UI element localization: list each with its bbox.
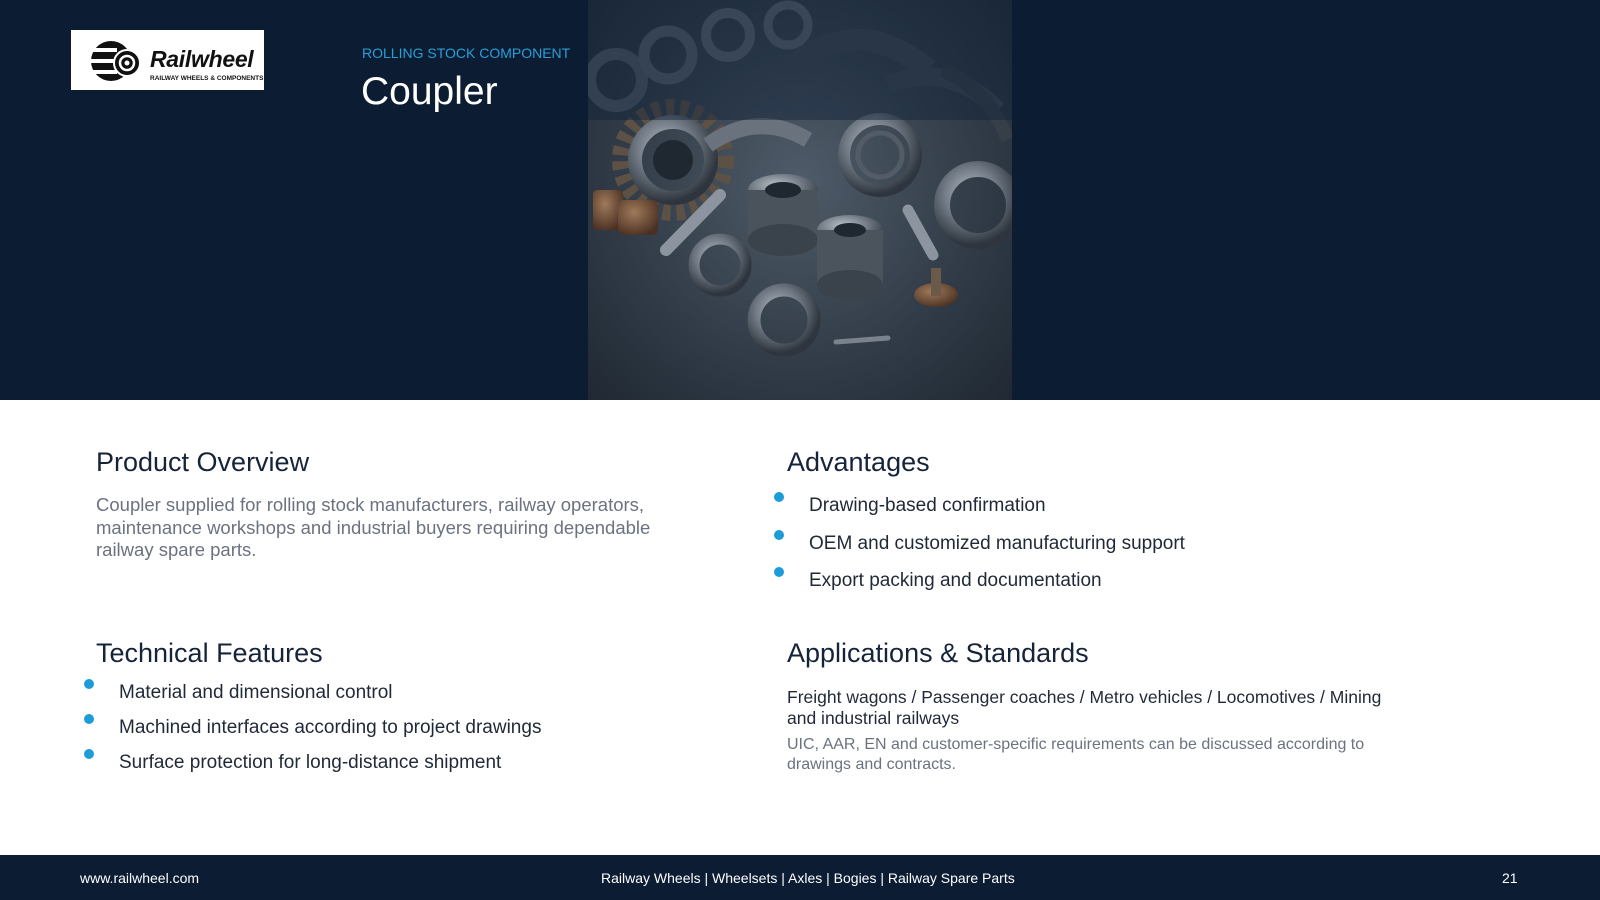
technical-heading: Technical Features [96, 638, 323, 668]
wheel-logo-icon [87, 39, 143, 83]
footer-website-link[interactable]: www.railwheel.com [80, 870, 200, 886]
logo-wordmark: Railwheel [150, 46, 254, 72]
list-item [809, 533, 1185, 571]
list-item-label: OEM and customized manufacturing support [809, 532, 1185, 554]
overview-text: Coupler supplied for rolling stock manufacturers, railway operators, maintenance workshops and industrial buyers requiring dependable railway spare parts. [96, 494, 651, 560]
logo-tagline: RAILWAY WHEELS & COMPONENTS [150, 75, 264, 82]
footer-product-line: Railway Wheels | Wheelsets | Axles | Bogies | Railway Spare Parts [601, 870, 1015, 886]
bullet-icon [84, 679, 94, 689]
company-logo[interactable] [71, 30, 264, 90]
list-item [809, 570, 1185, 608]
technical-list [119, 682, 541, 787]
list-item [119, 682, 541, 717]
standards-note: UIC, AAR, EN and customer-specific requirements can be discussed according to drawings and contracts. [787, 736, 1365, 773]
list-item [119, 717, 541, 752]
list-item-label: Surface protection for long-distance shipment [119, 752, 502, 773]
list-item-label: Material and dimensional control [119, 682, 393, 703]
bullet-icon [84, 714, 94, 724]
product-photo [588, 0, 1012, 400]
list-item-label: Drawing-based confirmation [809, 495, 1046, 516]
hero-banner [0, 0, 1600, 400]
list-item-label: Export packing and documentation [809, 570, 1102, 591]
footer-bar [0, 855, 1600, 900]
photo-overlay [588, 0, 1012, 120]
list-item-label: Machined interfaces according to project drawings [119, 717, 542, 738]
bullet-icon [774, 530, 784, 540]
category-eyebrow: ROLLING STOCK COMPONENT [362, 45, 571, 61]
advantages-list [809, 495, 1185, 608]
bullet-icon [84, 749, 94, 759]
list-item [119, 752, 541, 787]
applications-heading: Applications & Standards [787, 638, 1089, 668]
overview-heading: Product Overview [96, 447, 310, 477]
page-title: Coupler [361, 70, 498, 113]
list-item [809, 495, 1185, 533]
advantages-heading: Advantages [787, 447, 930, 477]
bullet-icon [774, 492, 784, 502]
bullet-icon [774, 567, 784, 577]
applications-text: Freight wagons / Passenger coaches / Metro vehicles / Locomotives / Mining and industrial railways [787, 687, 1382, 728]
page-number: 21 [1502, 870, 1518, 886]
